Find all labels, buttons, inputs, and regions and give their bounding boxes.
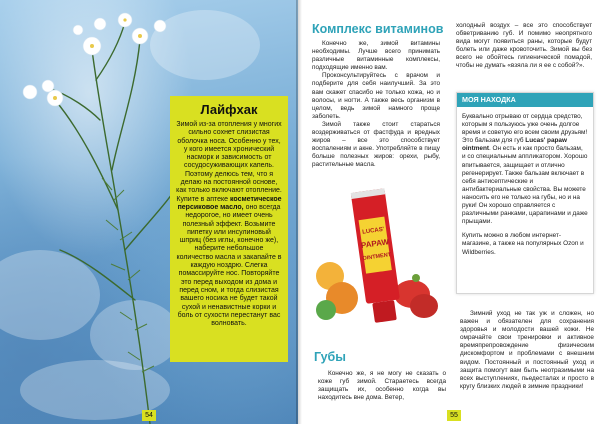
my-find-heading: МОЯ НАХОДКА [457,93,593,107]
papaw-ointment-photo [312,178,442,338]
vitamins-heading: Комплекс витаминов [312,22,444,36]
lifehack-text: Зимой из-за отопления у многих сильно сохнет слизистая оболочка носа. Особенно у тех, у кого имеется хронический насморк и зависимость от сосудосуживающих капель. Поэтому делюсь тем, что я делаю на постоянной основе, как только включают отопление. Купите в аптеке косметическое персиковое масло, оно всегда недорогое, но имеет очень полезный эффект. Возьмите пипетку или инсулиновый шприц (без иглы, конечно же), наберите небольшое количество масла и закапайте в каждую ноздрю. Слегка помассируйте нос. Повторяйте это перед выходом из дома и перед сном, и тогда слизистая вашего носика не будет такой сухой и ненавистные корки и боль от сухости перестанут вас волновать. [176,121,282,328]
lips-heading: Губы [314,350,346,364]
page-number-right: 55 [447,410,461,421]
my-find-text: Буквально отрываю от сердца средство, которым я пользуюсь уже очень долгое время и советую его всем своим друзьям! Это бальзам для губ Lucas' papaw ointment. Он есть и как просто бальзам, и со специальным аппликатором. Хорошо впитывается, защищает и отлично регенерирует. Также бальзам включает в себя антисептические и антибактериальные свойства. Вы можете наносить его не только на губы, но и на руки! Он хорошо справляется с различными ранками, царапинами и даже прыщами. Купить можно в любом интернет-магазине, а также на популярных Ozon и Wildberries. [462,113,588,256]
winter-care-conclusion: Зимний уход не так уж и сложен, но важен и обязателен для сохранения здоровья и молодости вашей кожи. Не омрачайте свои тренировки и активное времяпрепровождение физическим дискомфортом и проблемами с внешним видом. Постоянный и постоянный уход и защита помогут вам быть неотразимыми на всех выступлениях, пьедесталах и просто в кругу близких людей в зимние праздники! [460,310,594,390]
peach-oil-highlight: косметическое персиковое масло, [177,195,282,211]
lifehack-box [170,96,288,362]
product-label-line1: LUCAS' [361,226,385,236]
page-number-left: 54 [142,410,156,421]
product-label-line2: PAPAW [360,237,390,251]
lips-text: Конечно же, я не могу не сказать о коже губ зимой. Стараетесь всегда защищать их, особенно когда вы находитесь вне дома. Ветер, [318,370,446,402]
my-find-box [456,92,594,294]
lips-continued-text: холодный воздух – все это способствует обветриванию губ. И помимо неопрятного вида могут появиться раны, которые будут болеть или даже кровоточить. Зимой вы без всего не обойтесь гигиенической помадой, чтобы не думать «взяла ли я ее с собой?». [456,22,592,70]
product-name: Lucas' papaw ointment [462,137,567,153]
vitamins-text: Конечно же, зимой витамины необходимы. Лучше всего принимать различные витаминные комплексы, подходящие именно вам. Проконсультируйтесь с врачом и подберите для себя наилучший. За это вам скажет спасибо не только кожа, но и волосы, и ногти. А также весь организм в целом, ведь зимой намного проще заболеть. Зимой также стоит стараться воздерживаться от фастфуда и вредных жиров – все это способствует воспалениям и акне. Употребляйте в пищу больше полезных жиров: орехи, рыбу, растительные масла. [312,40,440,169]
right-page [302,0,600,424]
product-label-line3: OINTMENT [362,252,392,262]
lifehack-title: Лайфхак [200,102,258,117]
left-page [0,0,298,424]
